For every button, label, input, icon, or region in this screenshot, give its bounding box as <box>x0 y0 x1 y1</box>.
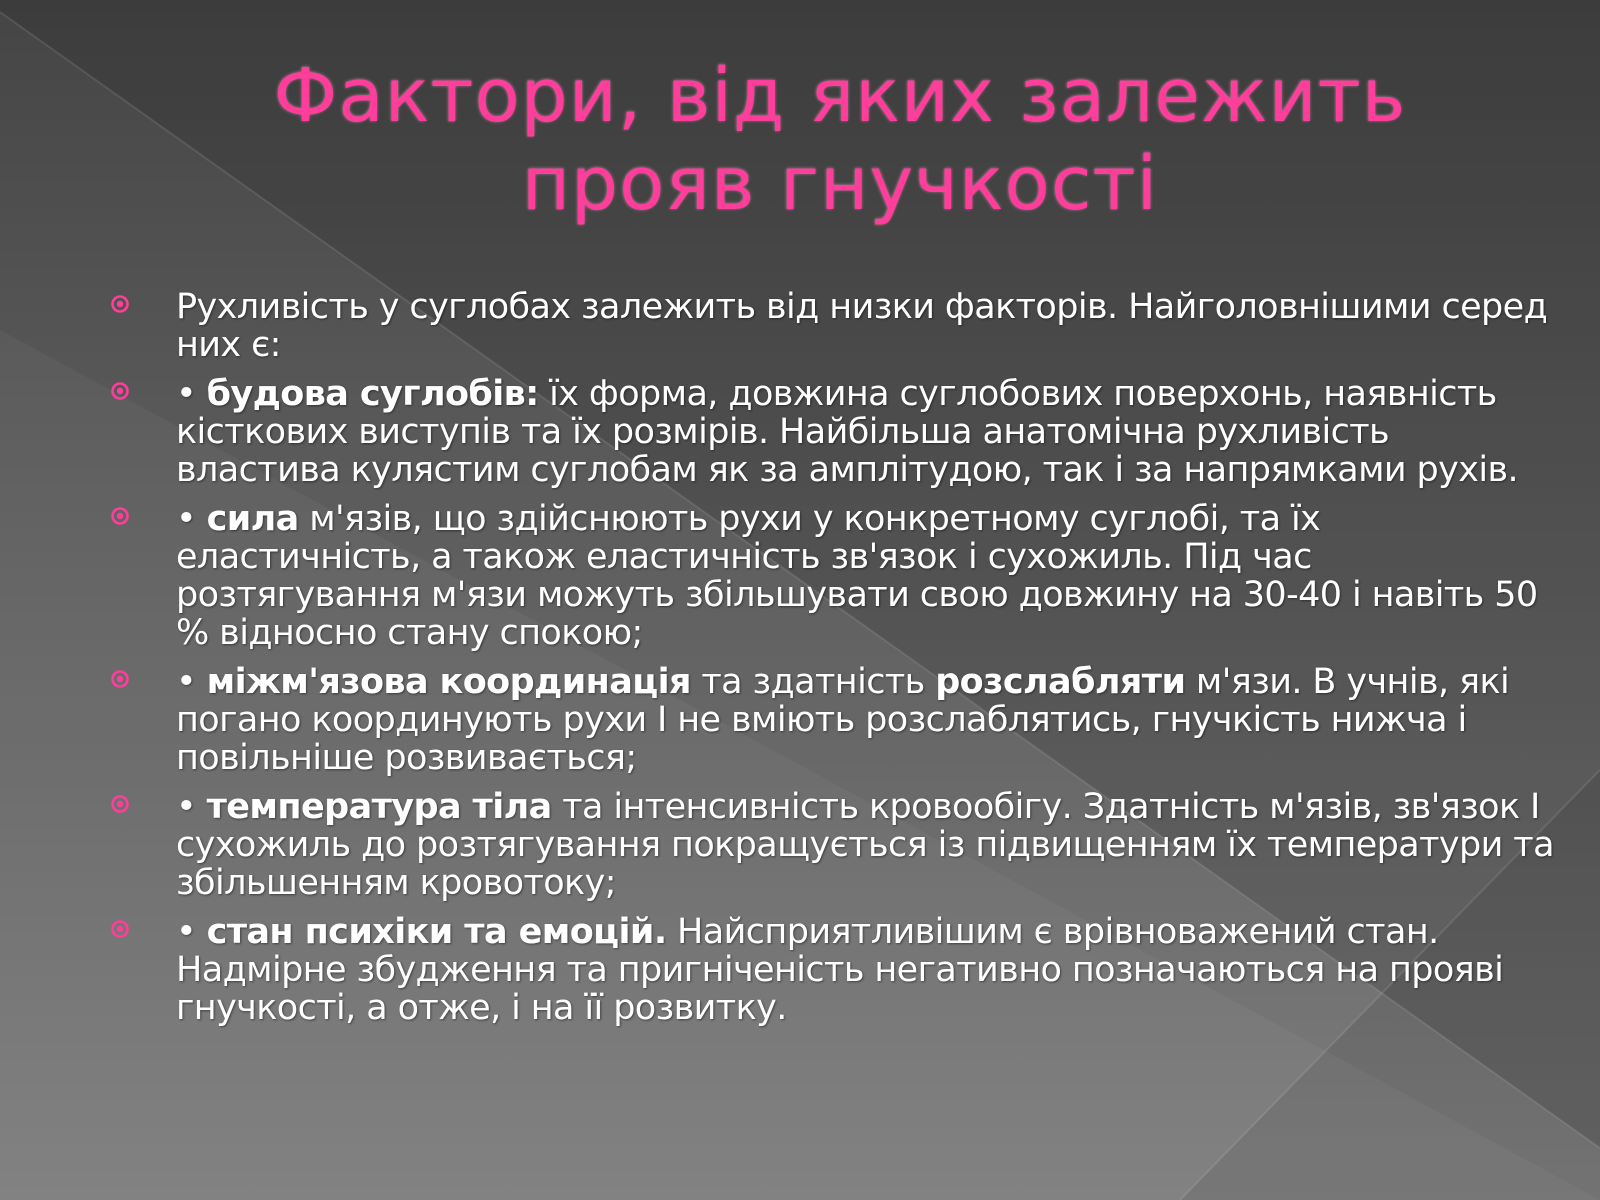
item-bold-term: стан психіки та емоцій. <box>206 912 667 952</box>
item-lead: • <box>176 374 207 414</box>
item-bold-term: будова суглобів: <box>206 374 539 414</box>
item-bold-term: сила <box>206 499 299 539</box>
item-text: їх форма, довжина суглобових поверхонь, наявність кісткових виступів та їх розмірів. Найбільша анатомічна рухливість властива кулястим суглобам як за амплітудою, так і за напрямками рухів. <box>176 374 1519 490</box>
item-text: м'язів, що здійснюють рухи у конкретному суглобі, та їх еластичність, а також еластичність зв'язок і сухожиль. Під час розтягування м'язи можуть збільшувати свою довжину на 30-40 і навіть 50 % відносно стану спокою; <box>176 499 1538 653</box>
list-item <box>100 663 1560 777</box>
list-item <box>100 500 1560 652</box>
circle-dot-bullet-icon <box>110 794 130 814</box>
item-lead: • <box>176 662 207 702</box>
item-text: Рухливість у суглобах залежить від низки факторів. Найголовнішими серед них є: <box>176 287 1548 365</box>
slide-title-line-1: Фактори, від яких залежить <box>273 53 1407 139</box>
item-text: Найсприятливішим є врівноважений стан. Надмірне збудження та пригніченість негативно позначаються на прояві гнучкості, а отже, і на її розвитку. <box>176 912 1504 1028</box>
list-item <box>100 288 1560 364</box>
circle-dot-bullet-icon <box>110 919 130 939</box>
item-bold-term: міжм'язова координація <box>206 662 691 702</box>
item-lead: • <box>176 912 207 952</box>
list-item <box>100 375 1560 489</box>
circle-dot-bullet-icon <box>110 294 130 314</box>
circle-dot-bullet-icon <box>110 506 130 526</box>
item-lead: • <box>176 787 207 827</box>
item-lead: • <box>176 499 207 539</box>
slide-title-line-2: прояв гнучкості <box>521 141 1159 227</box>
circle-dot-bullet-icon <box>110 669 130 689</box>
circle-dot-bullet-icon <box>110 381 130 401</box>
item-text-2: м'язи. В учнів, які погано координують рухи І не вміють розслаблятись, гнучкість нижча і повільніше розвивається; <box>176 662 1510 778</box>
list-item <box>100 913 1560 1027</box>
item-bold-term: температура тіла <box>206 787 552 827</box>
item-text: та інтенсивність кровообігу. Здатність м'язів, зв'язок І сухожиль до розтягування покращується із підвищенням їх температури та збільшенням кровотоку; <box>176 787 1554 903</box>
bullet-list <box>100 288 1560 1038</box>
slide-title <box>120 52 1560 228</box>
item-text: та здатність <box>690 662 936 702</box>
item-bold-term-2: розслабляти <box>935 662 1186 702</box>
list-item <box>100 788 1560 902</box>
